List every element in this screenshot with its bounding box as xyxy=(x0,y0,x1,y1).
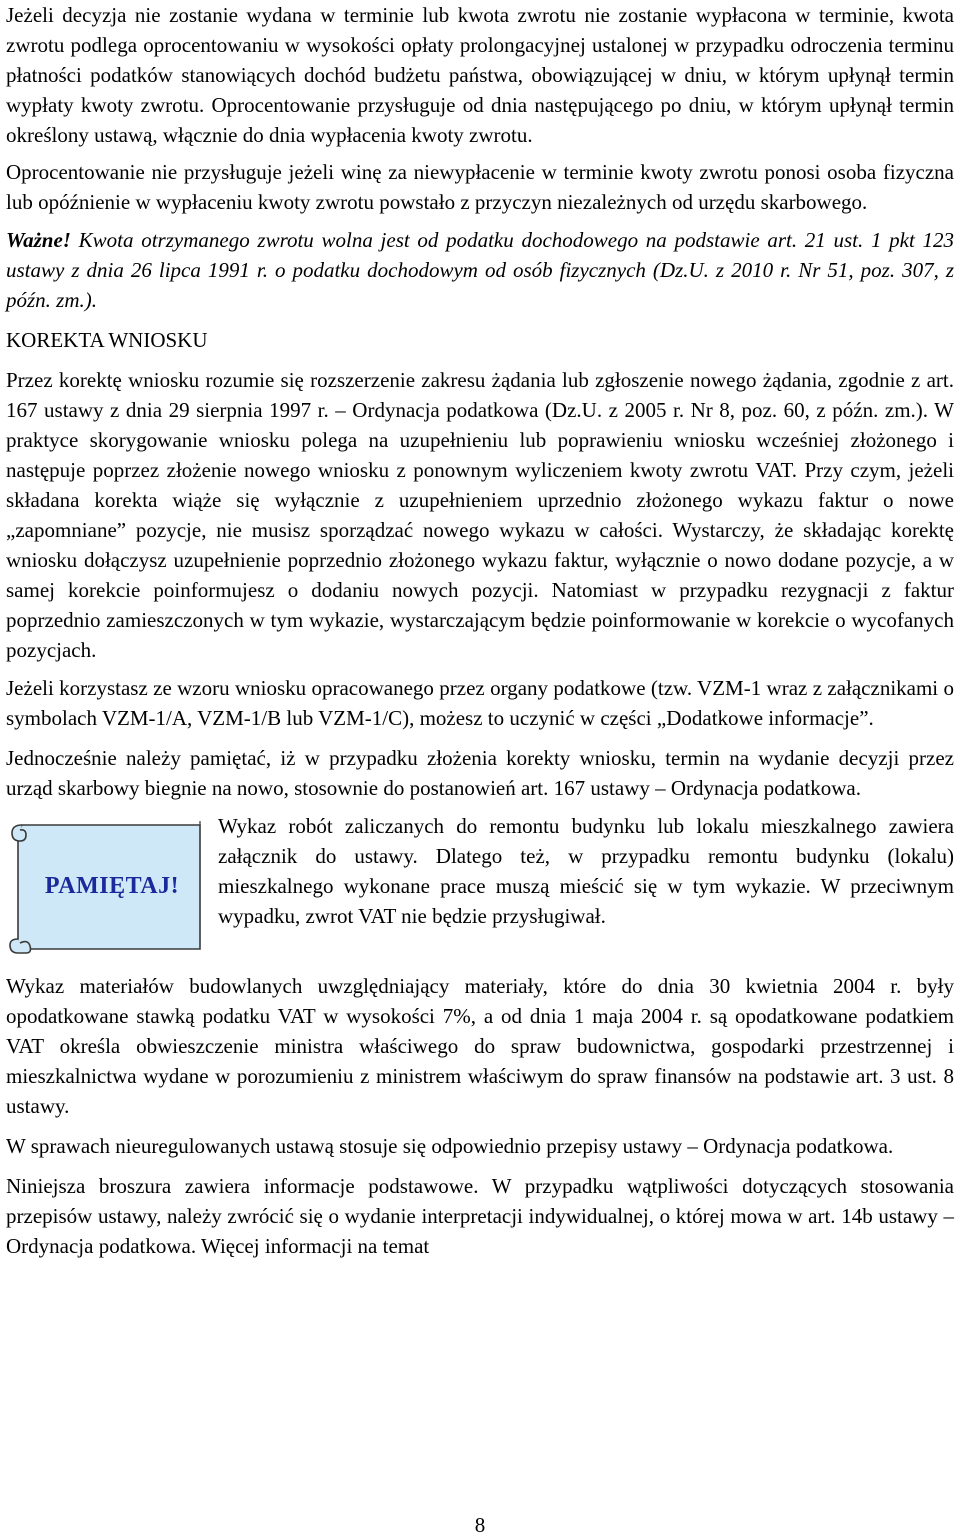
remember-label: PAMIĘTAJ! xyxy=(44,873,180,899)
important-label: Ważne! xyxy=(6,228,71,252)
document-page xyxy=(6,0,954,1261)
page-number: 8 xyxy=(474,1513,486,1537)
remember-callout xyxy=(6,811,954,963)
paragraph-no-interest: Oprocentowanie nie przysługuje jeżeli winę za niewypłacenie w terminie kwoty zwrotu ponosi osoba fizyczna lub opóźnienie w wypłaceniu kwoty zwrotu powstało z przyczyn niezależnych od urzędu skarbowego. xyxy=(6,160,954,214)
section-heading: KOREKTA WNIOSKU xyxy=(6,328,208,352)
paragraph-renovation-list: Wykaz robót zaliczanych do remontu budynku lub lokalu mieszkalnego zawiera załącznik do ustawy. Dlatego też, w przypadku remontu budynku (lokalu) mieszkalnego wykonane prace muszą mieścić się w tym wykazie. W przeciwnym wypadku, zwrot VAT nie będzie przysługiwał. xyxy=(218,814,954,928)
paragraph-materials-list: Wykaz materiałów budowlanych uwzględniający materiały, które do dnia 30 kwietnia 2004 r. były opodatkowane stawką podatku VAT w wysokości 7%, a od dnia 1 maja 2004 r. są opodatkowane podatkiem VAT określa obwieszczenie ministra właściwego do spraw budownictwa, gospodarki przestrzennej i mieszkalnictwa wydane w porozumieniu z ministrem właściwym do spraw finansów na podstawie art. 3 ust. 8 ustawy. xyxy=(6,974,954,1118)
paragraph-important-note xyxy=(6,225,954,315)
paragraph-unregulated-matters: W sprawach nieuregulowanych ustawą stosuje się odpowiednio przepisy ustawy – Ordynacja podatkowa. xyxy=(6,1134,894,1158)
paragraph-basic-info: Niniejsza broszura zawiera informacje podstawowe. W przypadku wątpliwości dotyczących stosowania przepisów ustawy, należy zwrócić się o wydanie interpretacji indywidualnej, o której mowa w art. 14b ustawy – Ordynacja podatkowa. Więcej informacji na temat xyxy=(6,1174,954,1258)
paragraph-interest-on-refund: Jeżeli decyzja nie zostanie wydana w terminie lub kwota zwrotu nie zostanie wypłacona w terminie, kwota zwrotu podlega oprocentowaniu w wysokości opłaty prolongacyjnej ustalonej w przypadku odroczenia terminu płatności podatków stanowiących dochód budżetu państwa, obowiązującej w dniu, w którym upłynął termin wypłaty kwoty zwrotu. Oprocentowanie przysługuje od dnia następującego po dniu, w którym upłynął termin określony ustawą, włącznie do dnia wypłacenia kwoty zwrotu. xyxy=(6,3,954,147)
important-text: Kwota otrzymanego zwrotu wolna jest od podatku dochodowego na podstawie art. 21 ust. 1 pkt 123 ustawy z dnia 26 lipca 1991 r. o podatku dochodowym od osób fizycznych (Dz.U. z 2010 r. Nr 51, poz. 307, z późn. zm.). xyxy=(6,228,954,312)
paragraph-form-usage: Jeżeli korzystasz ze wzoru wniosku opracowanego przez organy podatkowe (tzw. VZM-1 wraz z załącznikami o symbolach VZM-1/A, VZM-1/B lub VZM-1/C), możesz to uczynić w części „Dodatkowe informacje”. xyxy=(6,676,954,730)
paragraph-deadline-restart: Jednocześnie należy pamiętać, iż w przypadku złożenia korekty wniosku, termin na wydanie decyzji przez urząd skarbowy biegnie na nowo, stosownie do postanowień art. 167 ustawy – Ordynacja podatkowa. xyxy=(6,746,954,800)
scroll-graphic xyxy=(6,811,208,963)
paragraph-correction-definition: Przez korektę wniosku rozumie się rozszerzenie zakresu żądania lub zgłoszenie nowego żądania, zgodnie z art. 167 ustawy z dnia 29 sierpnia 1997 r. – Ordynacja podatkowa (Dz.U. z 2005 r. Nr 8, poz. 60, z późn. zm.). W praktyce skorygowanie wniosku polega na uzupełnieniu lub poprawieniu wniosku wcześniej złożonego i następuje poprzez złożenie nowego wniosku z ponownym wyliczeniem kwoty zwrotu VAT. Przy czym, jeżeli składana korekta wiąże się wyłącznie z uzupełnieniem uprzednio złożonego wykazu faktur o nowe „zapomniane” pozycje, nie musisz sporządzać nowego wykazu w całości. Wystarczy, że składając korektę wniosku dołączysz uzupełnienie poprzednio złożonego wykazu faktur, wyłącznie o nowo dodane pozycje, a w samej korekcie poinformujesz o dodaniu nowych pozycji. Natomiast w przypadku rezygnacji z faktur poprzednio zamieszczonych w tym wykazie, wystarczającym będzie poinformowanie w korekcie o wycofanych pozycjach. xyxy=(6,368,954,662)
